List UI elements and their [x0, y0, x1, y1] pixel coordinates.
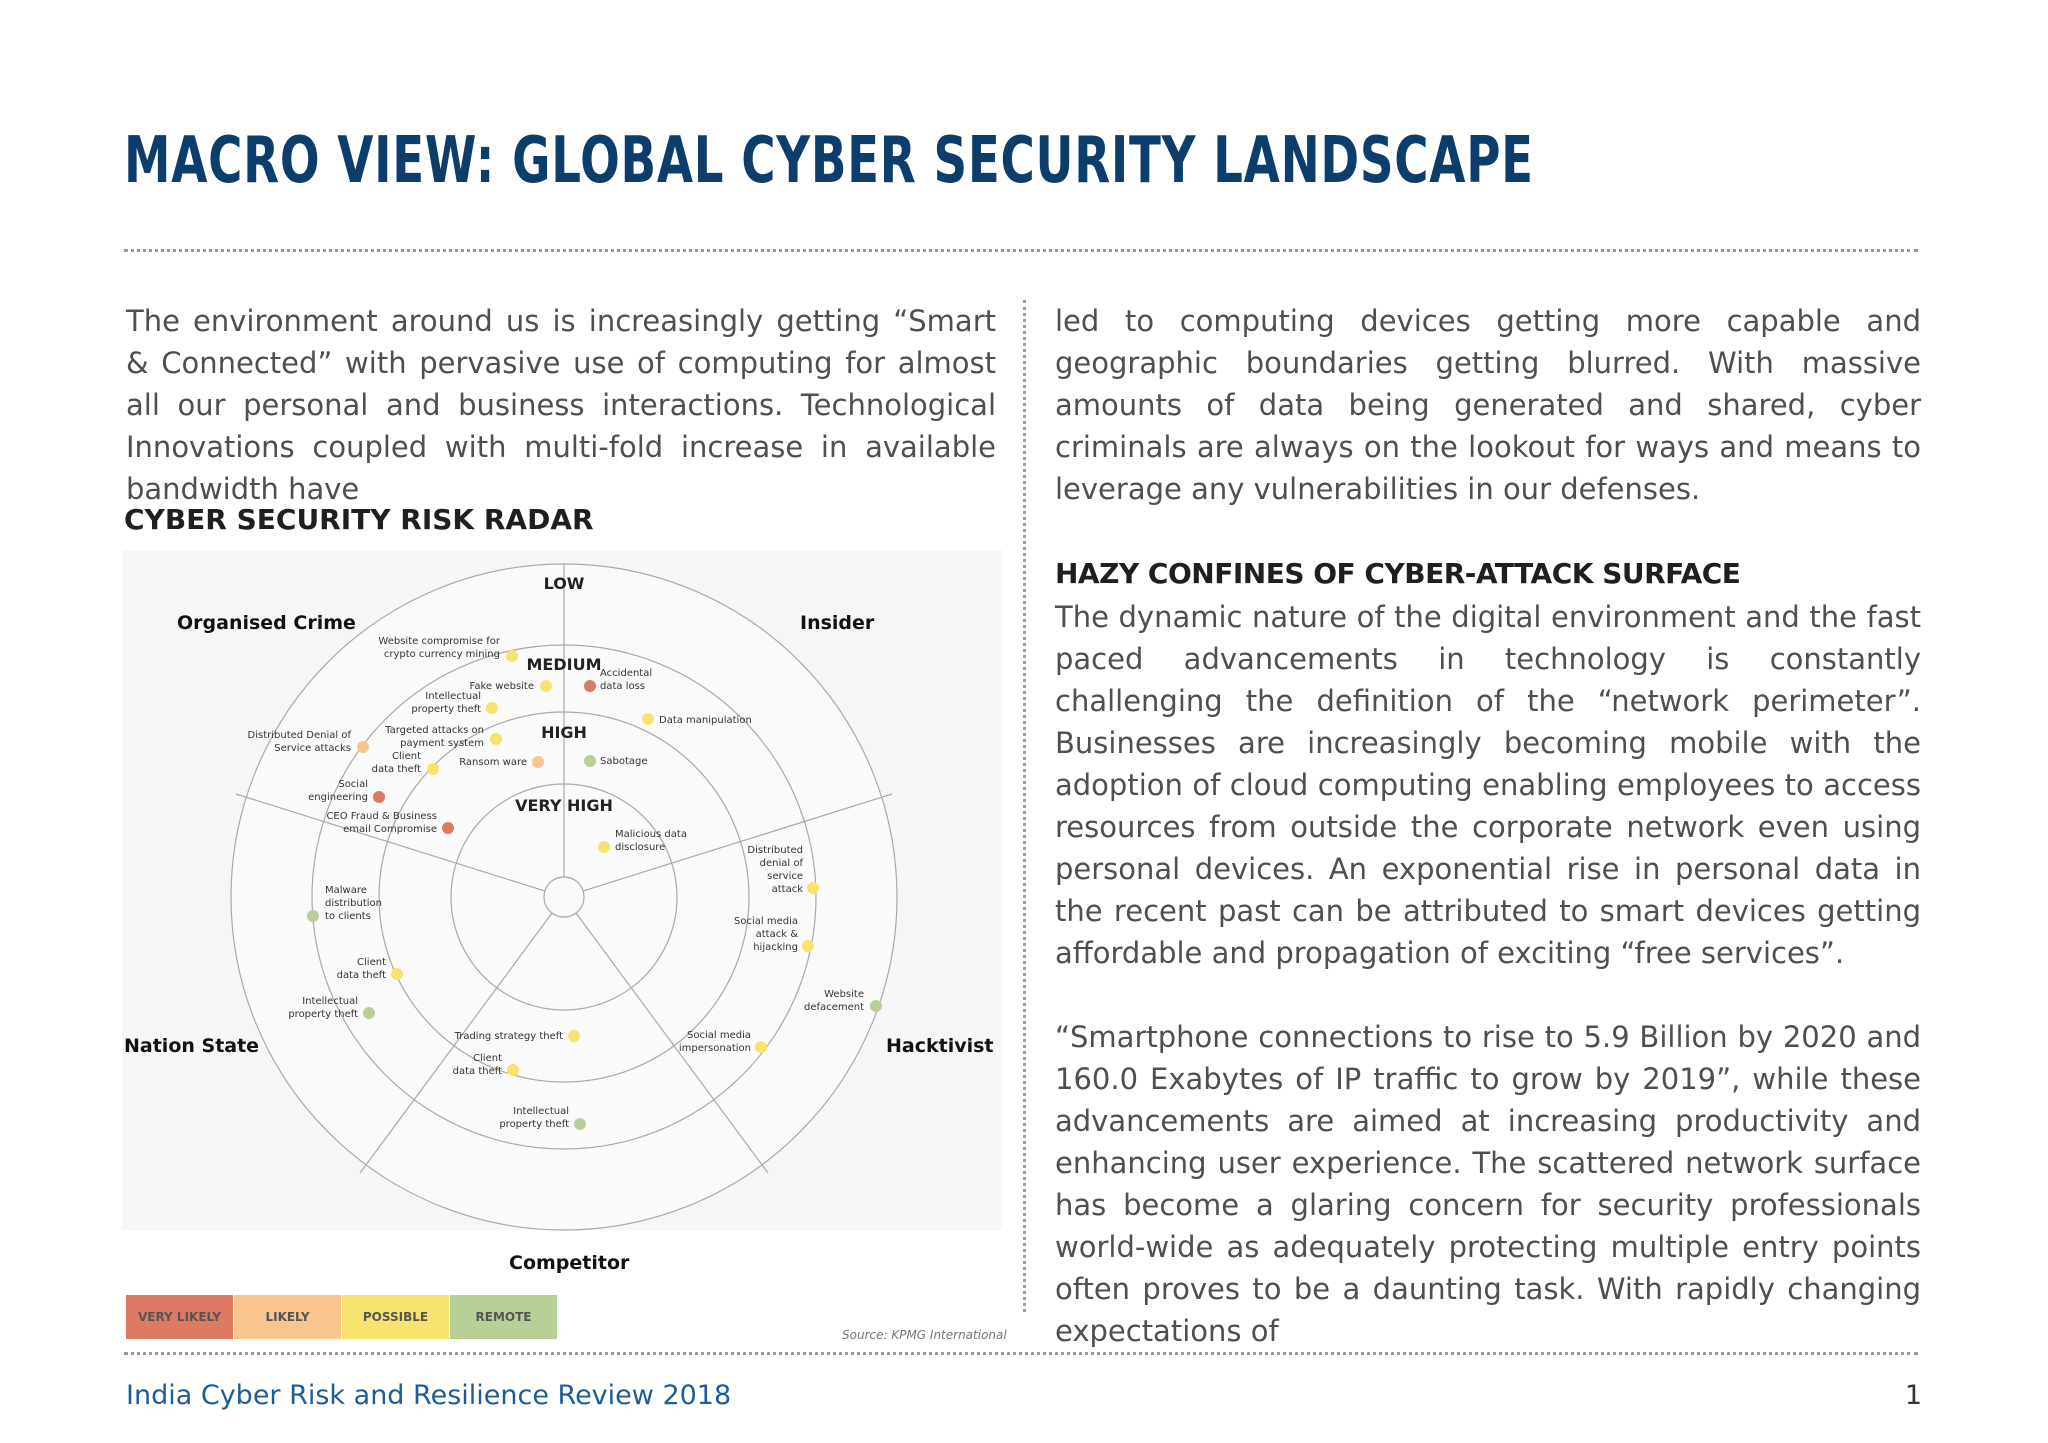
risk-marker-ddos-hack [807, 882, 819, 894]
risk-label-social-hijack: Social media attack & hijacking [734, 916, 798, 953]
source-note: Source: KPMG International [842, 1328, 1007, 1342]
ring-label-medium: MEDIUM [526, 655, 602, 674]
legend-likely: LIKELY [234, 1295, 342, 1339]
actor-hacktivist: Hacktivist [886, 1035, 994, 1057]
risk-marker-ceo-fraud [442, 822, 454, 834]
risk-marker-accidental-loss [584, 680, 596, 692]
legend-very-likely: VERY LIKELY [126, 1295, 234, 1339]
risk-label-accidental-loss: Accidental data loss [600, 668, 653, 692]
risk-label-ip-theft-ns: Intellectual property theft [288, 996, 358, 1020]
risk-marker-targeted-payment [490, 733, 502, 745]
legend-remote: REMOTE [450, 1295, 558, 1339]
risk-marker-ransomware [532, 756, 544, 768]
risk-marker-social-hijack [802, 940, 814, 952]
risk-label-fake-website: Fake website [469, 681, 534, 692]
risk-label-ceo-fraud: CEO Fraud & Business email Compromise [326, 811, 437, 835]
risk-label-social-engineering: Social engineering [308, 779, 368, 803]
risk-label-social-impersonation: Social media impersonation [678, 1030, 751, 1054]
ring-label-high: HIGH [541, 723, 587, 742]
risk-marker-ip-theft-comp [574, 1118, 586, 1130]
risk-marker-sabotage [584, 755, 596, 767]
risk-marker-ip-theft-oc [486, 702, 498, 714]
risk-marker-social-engineering [373, 791, 385, 803]
risk-radar-chart [122, 550, 1002, 1274]
risk-label-malware-clients: Malware distribution to clients [325, 885, 382, 922]
actor-nation-state: Nation State [124, 1035, 260, 1057]
risk-marker-website-compromise [506, 650, 518, 662]
title-divider [124, 249, 1918, 252]
risk-marker-social-impersonation [755, 1041, 767, 1053]
risk-marker-client-theft-ns [391, 968, 403, 980]
risk-label-sabotage: Sabotage [600, 756, 648, 767]
risk-marker-ip-theft-ns [363, 1007, 375, 1019]
risk-marker-data-manipulation [642, 713, 654, 725]
risk-label-website-deface: Website defacement [804, 989, 864, 1013]
likelihood-legend [126, 1295, 558, 1339]
risk-label-ransomware: Ransom ware [459, 757, 527, 768]
risk-radar [122, 550, 1002, 1274]
right-intro-paragraph: led to computing devices getting more capable and geographic boundaries getting blurred. With massive amounts of data being generated and shared, cyber criminals are always on the lookout for ways and means to leverage any vulnerabilities in our defenses. [1055, 304, 1921, 506]
risk-label-trading-theft: Trading strategy theft [454, 1031, 563, 1042]
risk-label-data-manipulation: Data manipulation [659, 715, 752, 726]
risk-label-ddos-oc: Distributed Denial of Service attacks [247, 730, 351, 754]
actor-insider: Insider [800, 612, 875, 634]
publication-title: India Cyber Risk and Resilience Review 2018 [126, 1380, 732, 1411]
risk-marker-fake-website [540, 680, 552, 692]
page-number: 1 [1904, 1380, 1922, 1411]
risk-label-client-theft-oc: Client data theft [371, 751, 421, 775]
attack-surface-paragraph-1: The dynamic nature of the digital environment and the fast paced advancements in technology is constantly challenging the definition of the “network perimeter”. Businesses are increasingly becoming mobile with the adoption of cloud computing enabling employees to access resources from outside the corporate network even using personal devices. An exponential rise in personal data in the recent past can be attributed to smart devices getting affordable and propagation of exciting “free services”. [1055, 600, 1921, 970]
risk-marker-trading-theft [568, 1030, 580, 1042]
risk-label-targeted-payment: Targeted attacks on payment system [385, 725, 484, 749]
risk-label-ddos-hack: Distributed denial of service attack [747, 845, 803, 895]
left-intro-paragraph: The environment around us is increasingly getting “Smart & Connected” with pervasive use of computing for almost all our personal and business interactions. Technological Innovations coupled with multi-fold increase in available bandwidth have [126, 304, 996, 506]
column-divider [1023, 300, 1026, 1312]
risk-label-client-theft-ns: Client data theft [336, 957, 386, 981]
attack-surface-paragraph-2: “Smartphone connections to rise to 5.9 Billion by 2020 and 160.0 Exabytes of IP traffic to grow by 2019”, while these advancements are aimed at increasing productivity and enhancing user experience. The scattered network surface has become a glaring concern for security professionals world-wide as adequately protecting multiple entry points often proves to be a daunting task. With rapidly changing expectations of [1055, 1020, 1921, 1348]
page-title: MACRO VIEW: GLOBAL CYBER SECURITY LANDSCAPE [124, 124, 1534, 198]
radar-center [544, 877, 584, 917]
risk-marker-malicious-disclosure [598, 841, 610, 853]
risk-marker-malware-clients [307, 910, 319, 922]
ring-label-very-high: VERY HIGH [515, 796, 613, 815]
risk-label-ip-theft-comp: Intellectual property theft [499, 1106, 569, 1130]
risk-label-ip-theft-oc: Intellectual property theft [411, 691, 481, 715]
risk-marker-ddos-oc [357, 741, 369, 753]
ring-label-low: LOW [543, 574, 585, 593]
radar-heading: CYBER SECURITY RISK RADAR [124, 503, 594, 536]
actor-competitor: Competitor [509, 1252, 630, 1274]
risk-marker-client-theft-comp [507, 1064, 519, 1076]
attack-surface-heading: HAZY CONFINES OF CYBER-ATTACK SURFACE [1055, 557, 1741, 590]
risk-label-website-compromise: Website compromise for crypto currency mining [378, 636, 500, 660]
risk-marker-website-deface [870, 1000, 882, 1012]
legend-possible: POSSIBLE [342, 1295, 450, 1339]
risk-label-client-theft-comp: Client data theft [452, 1053, 502, 1077]
footer-divider [124, 1352, 1918, 1355]
risk-label-malicious-disclosure: Malicious data disclosure [615, 829, 687, 853]
actor-organised-crime: Organised Crime [177, 612, 356, 634]
risk-marker-client-theft-oc [427, 763, 439, 775]
